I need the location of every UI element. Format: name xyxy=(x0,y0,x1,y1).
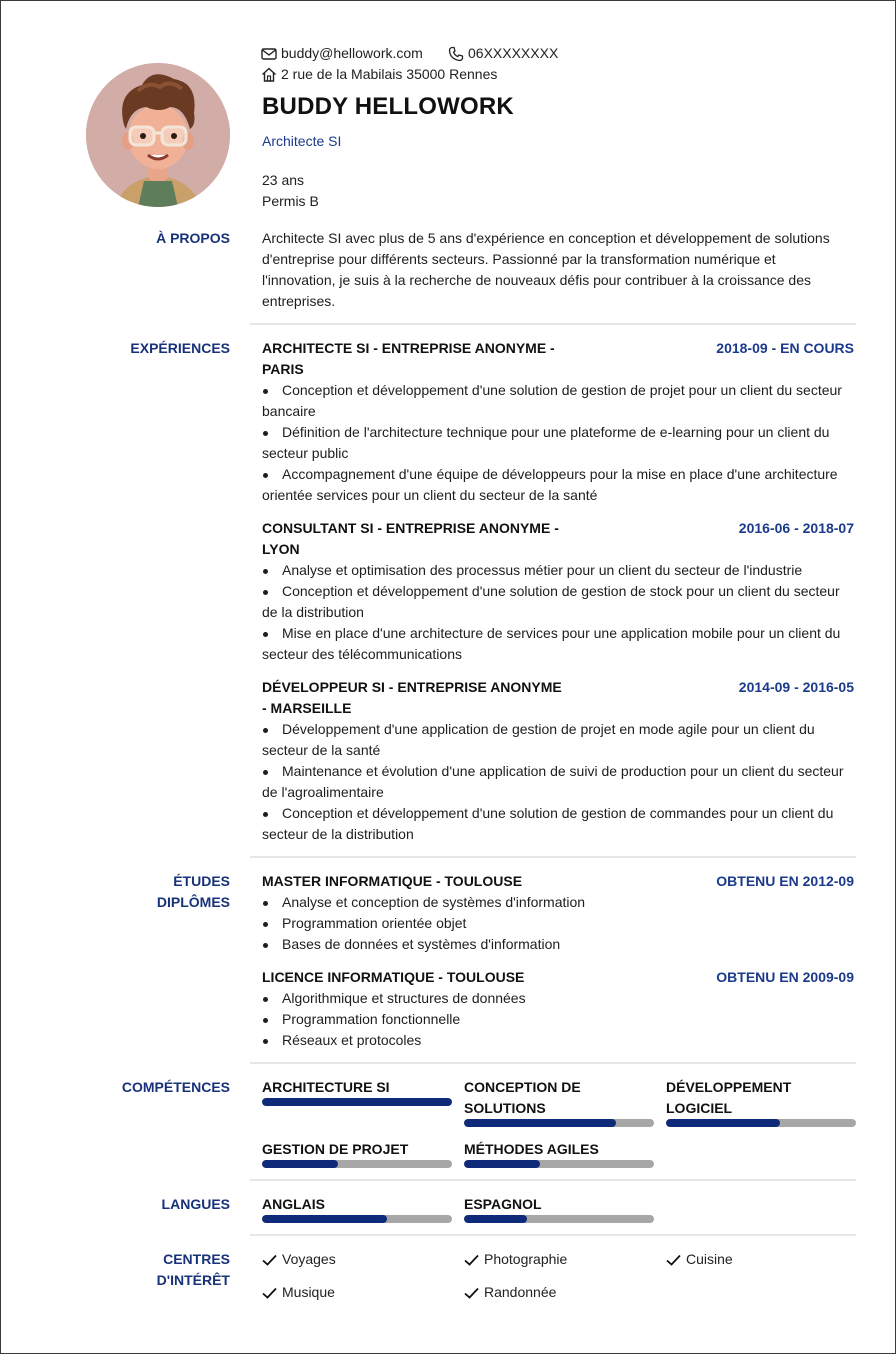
language-bar-fill xyxy=(464,1215,527,1223)
skill-bar-fill xyxy=(464,1160,540,1168)
avatar-illustration xyxy=(86,63,230,207)
contact-phone[interactable] xyxy=(448,43,558,64)
skill-bar xyxy=(464,1160,654,1168)
education-label-line: DIPLÔMES xyxy=(156,894,230,910)
interest-item xyxy=(464,1249,567,1270)
skill-item xyxy=(262,1077,452,1106)
divider xyxy=(250,1179,856,1181)
education-bullets xyxy=(262,892,856,955)
list-item: Conception et développement d'une solution de gestion de projet pour un client du secteur bancaire xyxy=(262,380,856,422)
language-bar xyxy=(262,1215,452,1223)
interest-item xyxy=(464,1282,556,1303)
list-item: Conception et développement d'une solution de gestion de stock pour un client du secteur de la distribution xyxy=(262,581,856,623)
interest-text: Photographie xyxy=(484,1251,568,1267)
language-name: ANGLAIS xyxy=(262,1196,325,1212)
skill-bar xyxy=(262,1160,452,1168)
experiences-label: EXPÉRIENCES xyxy=(130,340,230,356)
about-text: Architecte SI avec plus de 5 ans d'expérience en conception et développement de solutions d'entreprise pour différents secteurs. Passionné par la transformation numérique et l'innovation, je suis à la recherche de nouveaux défis pour contribuer à la croissance des entreprises. xyxy=(262,230,830,309)
candidate-role: Architecte SI xyxy=(262,133,342,149)
education-label xyxy=(1,871,230,913)
interests-label-line: CENTRES xyxy=(163,1251,230,1267)
experience-bullets xyxy=(262,719,856,845)
education-date: OBTENU EN 2012-09 xyxy=(716,873,854,889)
language-item xyxy=(464,1194,654,1223)
divider xyxy=(250,856,856,858)
interests-label xyxy=(1,1249,230,1291)
languages-label: LANGUES xyxy=(161,1196,230,1212)
interest-text: Randonnée xyxy=(484,1284,557,1300)
education-bullets xyxy=(262,988,856,1051)
contact-email[interactable] xyxy=(261,43,423,64)
check-icon xyxy=(262,1287,277,1299)
interest-text: Voyages xyxy=(282,1251,336,1267)
skill-name: ARCHITECTURE SI xyxy=(262,1079,390,1095)
interest-item xyxy=(262,1249,336,1270)
candidate-name: BUDDY HELLOWORK xyxy=(262,93,514,120)
language-bar xyxy=(464,1215,654,1223)
language-bar-fill xyxy=(262,1215,387,1223)
interest-item xyxy=(262,1282,335,1303)
skill-bar-fill xyxy=(666,1119,780,1127)
skill-name: MÉTHODES AGILES xyxy=(464,1141,599,1157)
email-text[interactable]: buddy@hellowork.com xyxy=(281,45,423,61)
list-item: Maintenance et évolution d'une application de suivi de production pour un client du secteur de l'agroalimentaire xyxy=(262,761,856,803)
skill-name: DÉVELOPPEMENT LOGICIEL xyxy=(666,1079,792,1116)
list-item: Analyse et optimisation des processus métier pour un client du secteur de l'industrie xyxy=(262,560,856,581)
list-item: Définition de l'architecture technique pour une plateforme de e-learning pour un client du secteur public xyxy=(262,422,856,464)
skill-name: GESTION DE PROJET xyxy=(262,1141,409,1157)
list-item: Mise en place d'une architecture de services pour une application mobile pour un client du secteur des télécommunications xyxy=(262,623,856,665)
experience-date: 2016-06 - 2018-07 xyxy=(738,520,854,536)
education-title: MASTER INFORMATIQUE - TOULOUSE xyxy=(262,873,523,889)
experience-bullets xyxy=(262,380,856,506)
skill-item xyxy=(464,1139,654,1168)
skill-bar-fill xyxy=(262,1098,452,1106)
skill-item xyxy=(666,1077,856,1127)
interests-label-line: D'INTÉRÊT xyxy=(156,1272,230,1288)
contact-address xyxy=(261,64,497,85)
skill-bar-fill xyxy=(464,1119,616,1127)
interest-text: Musique xyxy=(282,1284,335,1300)
check-icon xyxy=(666,1254,681,1266)
experience-title: ARCHITECTE SI - ENTREPRISE ANONYME - PARIS xyxy=(262,340,555,377)
skills-label: COMPÉTENCES xyxy=(121,1079,230,1095)
list-item: Réseaux et protocoles xyxy=(262,1030,856,1051)
list-item: Analyse et conception de systèmes d'information xyxy=(262,892,856,913)
candidate-age: 23 ans xyxy=(262,172,305,188)
list-item: Programmation fonctionnelle xyxy=(262,1009,856,1030)
interest-item xyxy=(666,1249,733,1270)
list-item: Développement d'une application de gestion de projet en mode agile pour un client du secteur de la santé xyxy=(262,719,856,761)
skill-item xyxy=(464,1077,654,1127)
skill-item xyxy=(262,1139,452,1168)
home-icon xyxy=(261,67,277,82)
experience-date: 2018-09 - EN COURS xyxy=(716,340,854,356)
check-icon xyxy=(464,1254,479,1266)
language-item xyxy=(262,1194,452,1223)
mail-icon xyxy=(261,47,277,61)
education-label-line: ÉTUDES xyxy=(173,873,230,889)
experience-bullets xyxy=(262,560,856,665)
skill-bar-fill xyxy=(262,1160,338,1168)
divider xyxy=(250,1062,856,1064)
skill-name: CONCEPTION DE SOLUTIONS xyxy=(464,1079,581,1116)
list-item: Conception et développement d'une solution de gestion de commandes pour un client du secteur de la distribution xyxy=(262,803,856,845)
divider xyxy=(250,323,856,325)
skill-bar xyxy=(464,1119,654,1127)
education-title: LICENCE INFORMATIQUE - TOULOUSE xyxy=(262,969,525,985)
experience-title: DÉVELOPPEUR SI - ENTREPRISE ANONYME - MARSEILLE xyxy=(262,679,562,716)
check-icon xyxy=(262,1254,277,1266)
address-text: 2 rue de la Mabilais 35000 Rennes xyxy=(281,66,498,82)
list-item: Programmation orientée objet xyxy=(262,913,856,934)
skill-bar xyxy=(666,1119,856,1127)
experience-title: CONSULTANT SI - ENTREPRISE ANONYME - LYON xyxy=(262,520,559,557)
check-icon xyxy=(464,1287,479,1299)
skill-bar xyxy=(262,1098,452,1106)
education-date: OBTENU EN 2009-09 xyxy=(716,969,854,985)
phone-icon xyxy=(448,46,464,62)
language-name: ESPAGNOL xyxy=(464,1196,542,1212)
avatar xyxy=(86,63,230,207)
interest-text: Cuisine xyxy=(686,1251,733,1267)
experience-date: 2014-09 - 2016-05 xyxy=(738,679,854,695)
list-item: Algorithmique et structures de données xyxy=(262,988,856,1009)
phone-text[interactable]: 06XXXXXXXX xyxy=(468,45,559,61)
about-label: À PROPOS xyxy=(156,230,230,246)
candidate-license: Permis B xyxy=(262,193,319,209)
list-item: Bases de données et systèmes d'information xyxy=(262,934,856,955)
divider xyxy=(250,1234,856,1236)
list-item: Accompagnement d'une équipe de développeurs pour la mise en place d'une architecture orientée services pour un client du secteur de la santé xyxy=(262,464,856,506)
